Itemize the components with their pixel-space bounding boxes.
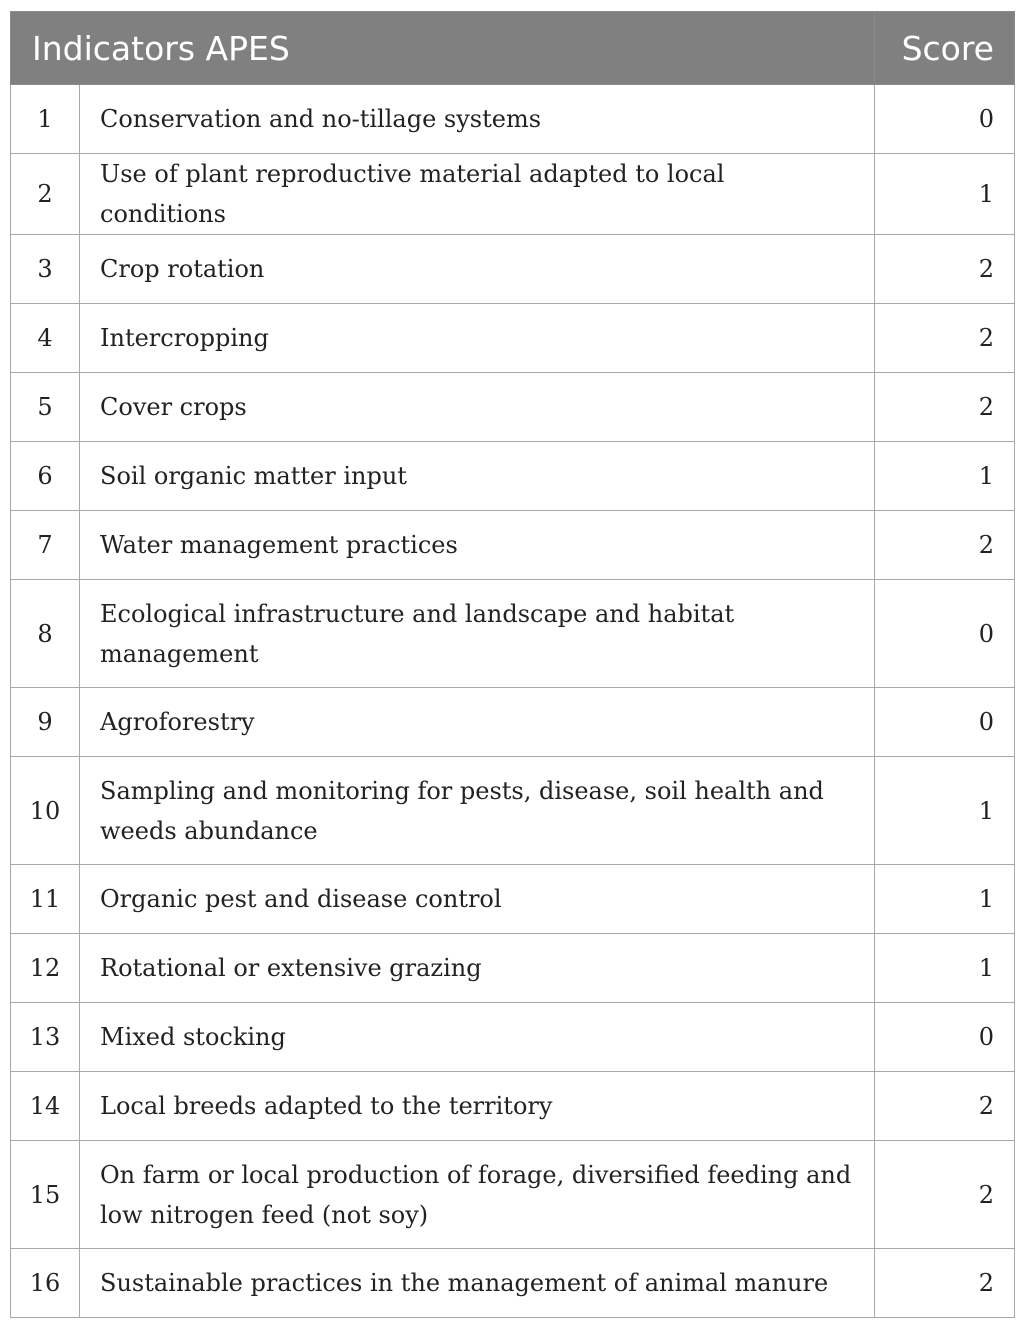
row-number: 4 <box>11 304 80 373</box>
table-body <box>11 85 1015 1318</box>
row-score: 1 <box>875 442 1015 511</box>
table-row <box>11 757 1015 865</box>
row-score: 2 <box>875 1072 1015 1141</box>
row-score: 0 <box>875 1003 1015 1072</box>
row-indicator: Ecological infrastructure and landscape and habitat management <box>80 580 875 688</box>
row-number: 6 <box>11 442 80 511</box>
row-score: 2 <box>875 304 1015 373</box>
header-row <box>11 12 1015 85</box>
row-indicator: On farm or local production of forage, diversified feeding and low nitrogen feed (not soy) <box>80 1141 875 1249</box>
table-row <box>11 154 1015 235</box>
table-row <box>11 1003 1015 1072</box>
row-number: 12 <box>11 934 80 1003</box>
row-indicator: Soil organic matter input <box>80 442 875 511</box>
table-row <box>11 865 1015 934</box>
table-row <box>11 580 1015 688</box>
row-score: 0 <box>875 580 1015 688</box>
row-indicator: Cover crops <box>80 373 875 442</box>
row-score: 2 <box>875 511 1015 580</box>
row-number: 13 <box>11 1003 80 1072</box>
row-indicator: Rotational or extensive grazing <box>80 934 875 1003</box>
table-row <box>11 235 1015 304</box>
row-number: 11 <box>11 865 80 934</box>
row-score: 0 <box>875 85 1015 154</box>
row-number: 8 <box>11 580 80 688</box>
apes-indicators-table <box>10 11 1015 1318</box>
row-score: 2 <box>875 1141 1015 1249</box>
row-score: 0 <box>875 688 1015 757</box>
row-indicator: Organic pest and disease control <box>80 865 875 934</box>
row-number: 14 <box>11 1072 80 1141</box>
row-score: 2 <box>875 373 1015 442</box>
row-score: 1 <box>875 865 1015 934</box>
row-number: 7 <box>11 511 80 580</box>
header-indicators: Indicators APES <box>11 12 875 85</box>
row-number: 16 <box>11 1249 80 1318</box>
row-number: 15 <box>11 1141 80 1249</box>
row-indicator: Agroforestry <box>80 688 875 757</box>
table-row <box>11 688 1015 757</box>
table-row <box>11 442 1015 511</box>
row-indicator: Use of plant reproductive material adapted to local conditions <box>80 154 875 235</box>
apes-indicators-table-container <box>10 11 1014 1318</box>
row-score: 2 <box>875 1249 1015 1318</box>
row-number: 5 <box>11 373 80 442</box>
header-score: Score <box>875 12 1015 85</box>
table-row <box>11 1072 1015 1141</box>
row-score: 1 <box>875 757 1015 865</box>
table-row <box>11 85 1015 154</box>
row-number: 1 <box>11 85 80 154</box>
row-score: 1 <box>875 154 1015 235</box>
table-row <box>11 1141 1015 1249</box>
table-row <box>11 373 1015 442</box>
table-row <box>11 304 1015 373</box>
row-indicator: Water management practices <box>80 511 875 580</box>
table-row <box>11 511 1015 580</box>
row-indicator: Sustainable practices in the management of animal manure <box>80 1249 875 1318</box>
table-header <box>11 12 1015 85</box>
row-indicator: Crop rotation <box>80 235 875 304</box>
table-row <box>11 1249 1015 1318</box>
row-number: 2 <box>11 154 80 235</box>
row-number: 10 <box>11 757 80 865</box>
row-indicator: Local breeds adapted to the territory <box>80 1072 875 1141</box>
table-row <box>11 934 1015 1003</box>
row-indicator: Sampling and monitoring for pests, disease, soil health and weeds abundance <box>80 757 875 865</box>
row-number: 3 <box>11 235 80 304</box>
row-indicator: Conservation and no-tillage systems <box>80 85 875 154</box>
row-number: 9 <box>11 688 80 757</box>
row-indicator: Mixed stocking <box>80 1003 875 1072</box>
row-score: 1 <box>875 934 1015 1003</box>
row-score: 2 <box>875 235 1015 304</box>
row-indicator: Intercropping <box>80 304 875 373</box>
